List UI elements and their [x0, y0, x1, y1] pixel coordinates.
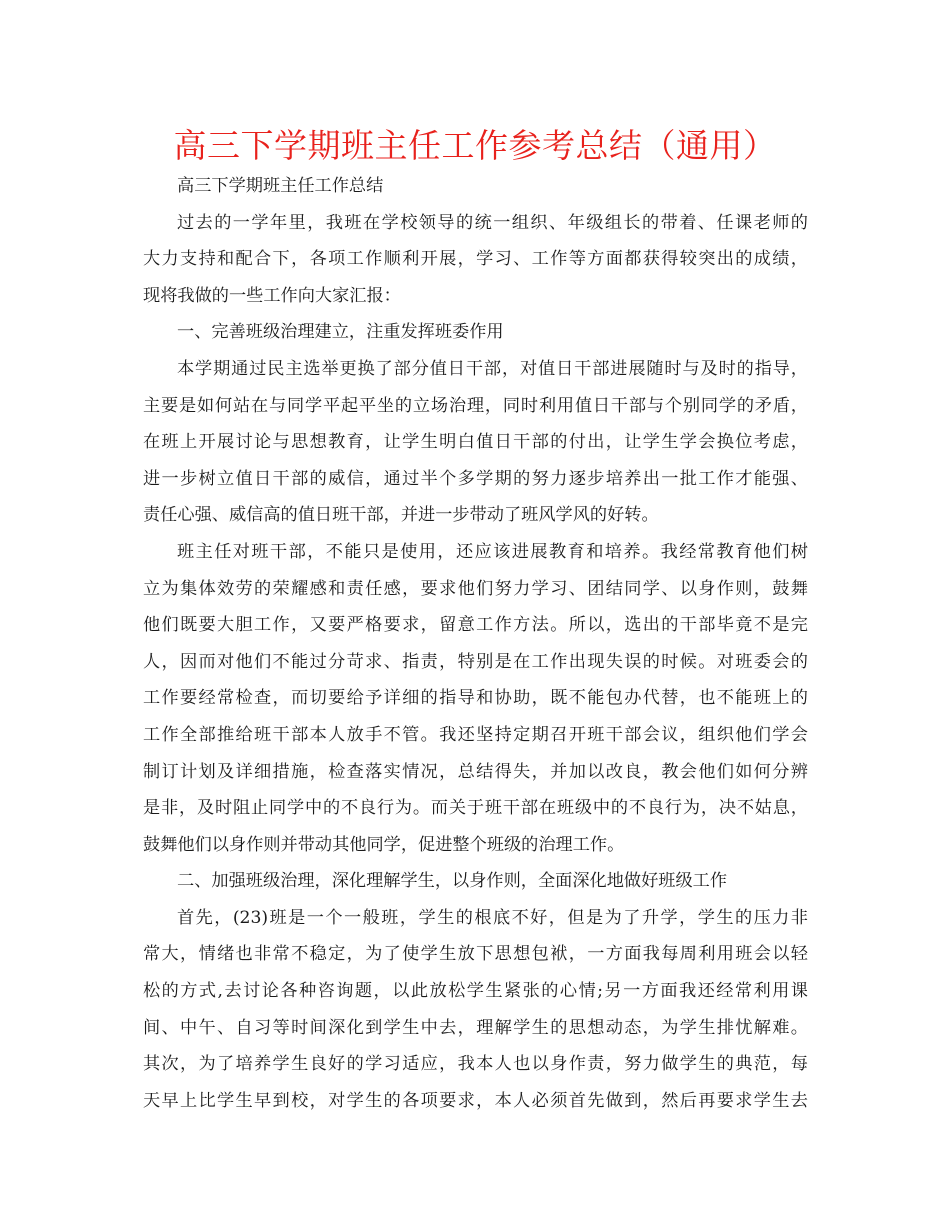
paragraph-line: 过去的一学年里，我班在学校领导的统一组织、年级组长的带着、任课老师的	[177, 212, 808, 233]
section-heading: 二、加强班级治理，深化理解学生，以身作则，全面深化地做好班级工作	[177, 871, 728, 892]
paragraph-line: 本学期通过民主选举更换了部分值日干部，对值日干部进展随时与及时的指导，	[177, 358, 808, 379]
paragraph-line: 是非，及时阻止同学中的不良行为。而关于班干部在班级中的不良行为，决不姑息，	[143, 798, 808, 819]
paragraph-line: 人，因而对他们不能过分苛求、指责，特别是在工作出现失误的时候。对班委会的	[143, 651, 808, 672]
subtitle-line: 高三下学期班主任工作总结	[177, 176, 384, 196]
paragraph-line: 首先，(23)班是一个一般班，学生的根底不好，但是为了升学，学生的压力非	[177, 907, 808, 928]
section-heading: 一、完善班级治理建立，注重发挥班委作用	[177, 322, 504, 343]
document-title: 高三下学期班主任工作参考总结（通用）	[173, 126, 777, 165]
paragraph-line: 工作要经常检查，而切要给予详细的指导和协助，既不能包办代替，也不能班上的	[143, 688, 808, 709]
paragraph-line: 班主任对班干部，不能只是使用，还应该进展教育和培养。我经常教育他们树	[177, 541, 808, 562]
paragraph-line: 他们既要大胆工作，又要严格要求，留意工作方法。所以，选出的干部毕竟不是完	[143, 615, 808, 636]
paragraph-line: 进一步树立值日干部的威信，通过半个多学期的努力逐步培养出一批工作才能强、	[143, 468, 808, 489]
paragraph-line: 在班上开展讨论与思想教育，让学生明白值日干部的付出，让学生学会换位考虑，	[143, 432, 808, 453]
paragraph-line: 主要是如何站在与同学平起平坐的立场治理，同时利用值日干部与个别同学的矛盾，	[143, 395, 808, 416]
paragraph-line: 其次，为了培养学生良好的学习适应，我本人也以身作责，努力做学生的典范，每	[143, 1054, 808, 1075]
paragraph-line: 大力支持和配合下，各项工作顺利开展，学习、工作等方面都获得较突出的成绩，	[143, 249, 808, 270]
paragraph-line: 现将我做的一些工作向大家汇报：	[143, 285, 401, 306]
paragraph-line: 制订计划及详细措施，检查落实情况，总结得失，并加以改良，教会他们如何分辨	[143, 761, 808, 782]
paragraph-line: 天早上比学生早到校，对学生的各项要求，本人必须首先做到，然后再要求学生去	[143, 1090, 808, 1111]
paragraph-line: 间、中午、自习等时间深化到学生中去，理解学生的思想动态，为学生排忧解难。	[143, 1017, 808, 1038]
paragraph-line: 松的方式,去讨论各种咨询题，以此放松学生紧张的心情;另一方面我还经常利用课	[143, 981, 808, 1002]
paragraph-line: 工作全部推给班干部本人放手不管。我还坚持定期召开班干部会议，组织他们学会	[143, 724, 808, 745]
document-body	[143, 168, 808, 1119]
paragraph-line: 鼓舞他们以身作则并带动其他同学，促进整个班级的治理工作。	[143, 834, 625, 855]
paragraph-line: 责任心强、威信高的值日班干部，并进一步带动了班风学风的好转。	[143, 505, 659, 526]
paragraph-line: 常大，情绪也非常不稳定，为了使学生放下思想包袱，一方面我每周利用班会以轻	[143, 944, 808, 965]
paragraph-line: 立为集体效劳的荣耀感和责任感，要求他们努力学习、团结同学、以身作则，鼓舞	[143, 578, 808, 599]
